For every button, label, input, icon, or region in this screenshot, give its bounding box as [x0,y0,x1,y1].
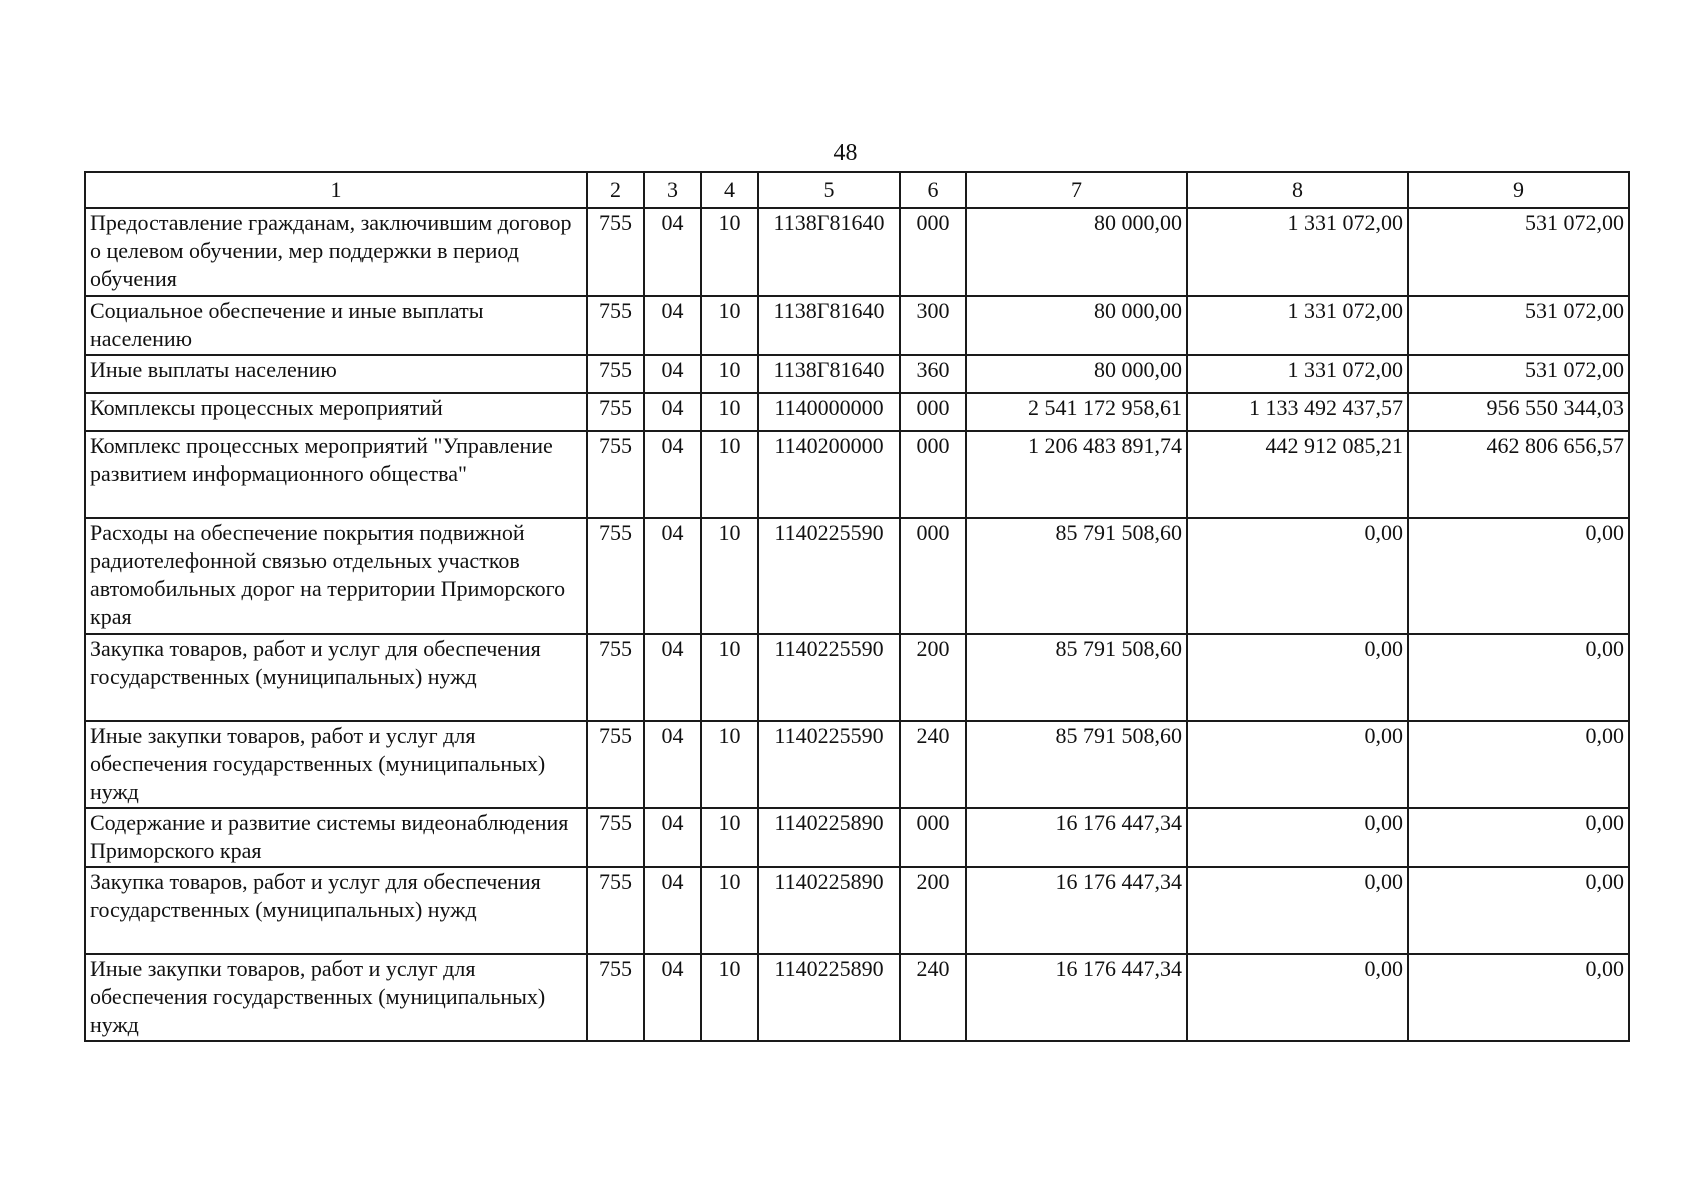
table-row [85,355,1629,393]
cell-col3: 04 [644,431,701,518]
cell-col2: 755 [587,208,644,296]
cell-col3: 04 [644,954,701,1041]
cell-col6: 000 [900,393,966,431]
cell-col6: 000 [900,431,966,518]
row-name: Закупка товаров, работ и услуг для обеспечения государственных (муниципальных) нужд [85,867,587,954]
cell-col4: 10 [701,296,758,355]
cell-col7: 85 791 508,60 [966,721,1187,808]
cell-col3: 04 [644,296,701,355]
table-row [85,954,1629,1041]
table-row [85,208,1629,296]
header-cell: 7 [966,172,1187,208]
cell-col5: 1140200000 [758,431,900,518]
header-row [85,172,1629,208]
cell-col5: 1140225590 [758,634,900,721]
cell-col3: 04 [644,634,701,721]
cell-col3: 04 [644,518,701,634]
cell-col4: 10 [701,208,758,296]
cell-col9: 0,00 [1408,634,1629,721]
cell-col8: 1 133 492 437,57 [1187,393,1408,431]
cell-col6: 200 [900,634,966,721]
cell-col2: 755 [587,808,644,867]
cell-col6: 200 [900,867,966,954]
row-name: Закупка товаров, работ и услуг для обеспечения государственных (муниципальных) нужд [85,634,587,721]
cell-col4: 10 [701,355,758,393]
row-name: Социальное обеспечение и иные выплаты населению [85,296,587,355]
row-name: Иные закупки товаров, работ и услуг для обеспечения государственных (муниципальных) нужд [85,721,587,808]
cell-col5: 1140225890 [758,867,900,954]
cell-col4: 10 [701,808,758,867]
cell-col2: 755 [587,954,644,1041]
cell-col2: 755 [587,634,644,721]
cell-col5: 1138Г81640 [758,208,900,296]
cell-col8: 0,00 [1187,721,1408,808]
cell-col4: 10 [701,634,758,721]
cell-col4: 10 [701,867,758,954]
header-cell: 2 [587,172,644,208]
cell-col2: 755 [587,867,644,954]
cell-col9: 0,00 [1408,721,1629,808]
header-cell: 1 [85,172,587,208]
table-row [85,721,1629,808]
cell-col5: 1140225890 [758,954,900,1041]
cell-col6: 000 [900,208,966,296]
header-cell: 8 [1187,172,1408,208]
cell-col8: 442 912 085,21 [1187,431,1408,518]
cell-col6: 360 [900,355,966,393]
cell-col9: 462 806 656,57 [1408,431,1629,518]
cell-col7: 85 791 508,60 [966,518,1187,634]
cell-col8: 0,00 [1187,808,1408,867]
cell-col8: 0,00 [1187,518,1408,634]
cell-col7: 2 541 172 958,61 [966,393,1187,431]
header-cell: 4 [701,172,758,208]
cell-col5: 1140225590 [758,518,900,634]
cell-col8: 0,00 [1187,867,1408,954]
cell-col4: 10 [701,954,758,1041]
cell-col4: 10 [701,393,758,431]
row-name: Иные закупки товаров, работ и услуг для обеспечения государственных (муниципальных) нужд [85,954,587,1041]
cell-col9: 531 072,00 [1408,355,1629,393]
row-name: Предоставление гражданам, заключившим договор о целевом обучении, мер поддержки в период обучения [85,208,587,296]
cell-col7: 85 791 508,60 [966,634,1187,721]
cell-col6: 000 [900,808,966,867]
cell-col7: 80 000,00 [966,296,1187,355]
table-row [85,393,1629,431]
cell-col5: 1140000000 [758,393,900,431]
cell-col3: 04 [644,721,701,808]
cell-col9: 0,00 [1408,518,1629,634]
cell-col7: 80 000,00 [966,355,1187,393]
cell-col2: 755 [587,393,644,431]
cell-col5: 1138Г81640 [758,355,900,393]
row-name: Комплексы процессных мероприятий [85,393,587,431]
cell-col2: 755 [587,355,644,393]
cell-col6: 000 [900,518,966,634]
cell-col9: 531 072,00 [1408,296,1629,355]
cell-col8: 1 331 072,00 [1187,208,1408,296]
table-row [85,431,1629,518]
header-cell: 3 [644,172,701,208]
table-row [85,634,1629,721]
cell-col9: 0,00 [1408,808,1629,867]
cell-col2: 755 [587,431,644,518]
cell-col8: 0,00 [1187,954,1408,1041]
header-cell: 6 [900,172,966,208]
page-number: 48 [833,140,858,166]
cell-col4: 10 [701,721,758,808]
cell-col3: 04 [644,355,701,393]
row-name: Содержание и развитие системы видеонаблюдения Приморского края [85,808,587,867]
cell-col2: 755 [587,721,644,808]
cell-col3: 04 [644,393,701,431]
cell-col9: 0,00 [1408,867,1629,954]
cell-col5: 1140225890 [758,808,900,867]
cell-col6: 240 [900,721,966,808]
header-cell: 9 [1408,172,1629,208]
cell-col8: 0,00 [1187,634,1408,721]
table-row [85,518,1629,634]
cell-col7: 80 000,00 [966,208,1187,296]
cell-col3: 04 [644,808,701,867]
cell-col5: 1138Г81640 [758,296,900,355]
row-name: Иные выплаты населению [85,355,587,393]
cell-col7: 1 206 483 891,74 [966,431,1187,518]
cell-col3: 04 [644,208,701,296]
budget-table [84,171,1630,1042]
table-row [85,296,1629,355]
cell-col6: 240 [900,954,966,1041]
cell-col4: 10 [701,518,758,634]
cell-col7: 16 176 447,34 [966,808,1187,867]
cell-col5: 1140225590 [758,721,900,808]
cell-col7: 16 176 447,34 [966,954,1187,1041]
cell-col3: 04 [644,867,701,954]
cell-col8: 1 331 072,00 [1187,355,1408,393]
cell-col9: 0,00 [1408,954,1629,1041]
cell-col8: 1 331 072,00 [1187,296,1408,355]
cell-col2: 755 [587,296,644,355]
row-name: Расходы на обеспечение покрытия подвижной радиотелефонной связью отдельных участков автомобильных дорог на территории Приморского края [85,518,587,634]
cell-col2: 755 [587,518,644,634]
cell-col7: 16 176 447,34 [966,867,1187,954]
cell-col4: 10 [701,431,758,518]
row-name: Комплекс процессных мероприятий "Управление развитием информационного общества" [85,431,587,518]
cell-col9: 956 550 344,03 [1408,393,1629,431]
cell-col6: 300 [900,296,966,355]
cell-col9: 531 072,00 [1408,208,1629,296]
header-cell: 5 [758,172,900,208]
table-row [85,808,1629,867]
table-row [85,867,1629,954]
